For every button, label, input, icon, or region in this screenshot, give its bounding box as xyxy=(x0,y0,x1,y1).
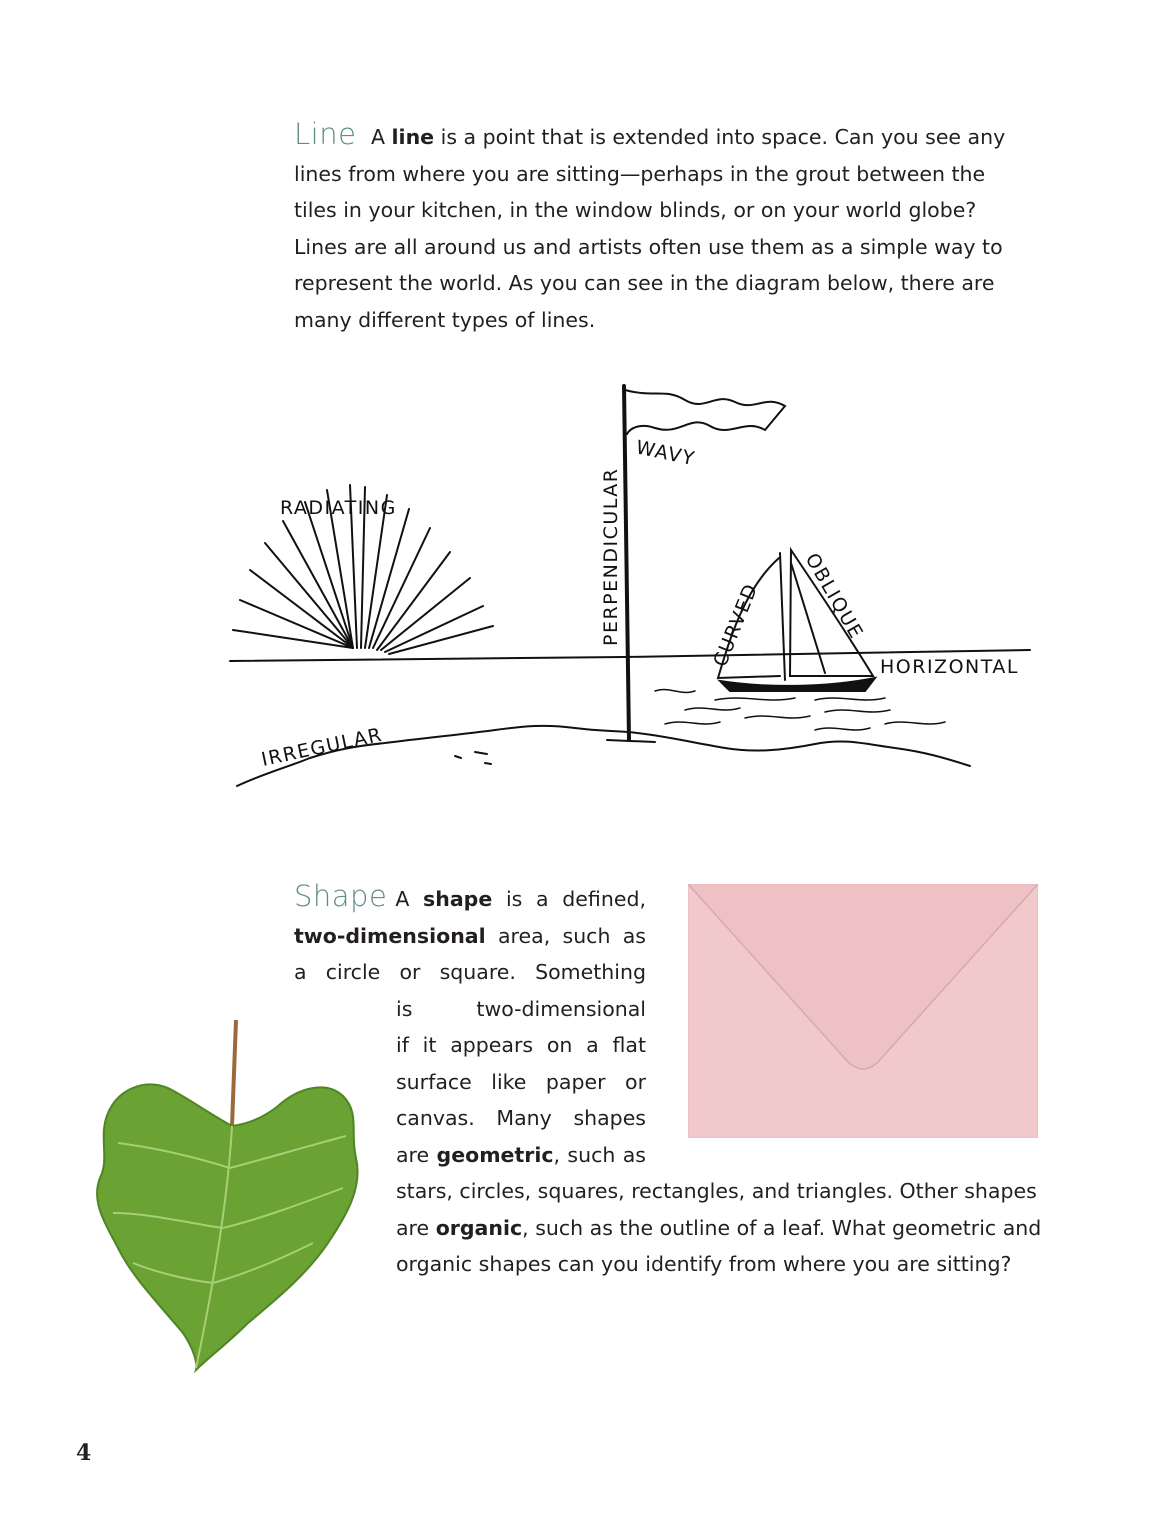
label-horizontal: HORIZONTAL xyxy=(880,656,1019,678)
horizon-line xyxy=(230,657,625,661)
shape-text: are xyxy=(396,1142,430,1167)
line-body: is a point that is extended into space. Can you see any lines from where you are sitting—perhaps in the grout between the tiles in your kitchen, in the window blinds, or on your world globe? Lines are all around us and artists often use them as a simple way to represent the world. As you can see in the diagram below, there are many different types of lines. xyxy=(294,125,1006,332)
line-types-diagram xyxy=(225,378,1035,790)
label-radiating: RADIATING xyxy=(280,497,397,519)
shape-line-7: canvas. Many shapes xyxy=(396,1106,646,1130)
shape-line-5: if it appears on a flat xyxy=(396,1033,646,1057)
shape-line-8 xyxy=(396,1137,646,1174)
label-irregular: IRREGULAR xyxy=(259,723,385,771)
label-wavy: WAVY xyxy=(633,436,698,471)
water-lines xyxy=(655,690,945,730)
shape-text: are xyxy=(396,1215,430,1240)
shape-line-9: stars, circles, squares, rectangles, and triangles. Other shapes xyxy=(396,1179,1037,1203)
shape-line-11: organic shapes can you identify from where you are sitting? xyxy=(396,1252,1012,1276)
label-perpendicular: PERPENDICULAR xyxy=(600,467,622,646)
line-term: line xyxy=(391,125,435,149)
label-oblique: OBLIQUE xyxy=(800,549,868,644)
shape-term: shape xyxy=(423,887,493,911)
shape-text: , such as xyxy=(553,1142,646,1167)
shape-text: area, such as xyxy=(497,923,646,948)
line-paragraph xyxy=(294,116,1034,338)
shape-text: A xyxy=(395,887,410,911)
shape-line-2 xyxy=(294,918,646,955)
line-intro: A xyxy=(370,125,385,149)
geometric-term: geometric xyxy=(436,1142,554,1167)
shape-line-1 xyxy=(294,878,646,918)
shape-heading: Shape xyxy=(294,879,388,913)
shape-line-4: is two-dimensional xyxy=(396,996,646,1021)
ground-dots xyxy=(455,740,655,764)
shape-line-10 xyxy=(396,1210,1042,1247)
organic-term: organic xyxy=(435,1215,523,1240)
page-number: 4 xyxy=(76,1440,92,1466)
shape-line-6: surface like paper or xyxy=(396,1069,646,1094)
shape-line-3: a circle or square. Something xyxy=(294,960,646,984)
shape-paragraph xyxy=(294,878,1042,1283)
two-dimensional-term: two-dimensional xyxy=(294,923,486,948)
wavy-flag xyxy=(625,390,785,434)
shape-text: is a defined, xyxy=(505,887,646,911)
perpendicular-pole xyxy=(624,386,629,740)
label-curved: CURVED xyxy=(709,580,763,670)
line-heading: Line xyxy=(294,117,357,151)
shape-text: , such as the outline of a leaf. What geometric and xyxy=(522,1215,1042,1240)
